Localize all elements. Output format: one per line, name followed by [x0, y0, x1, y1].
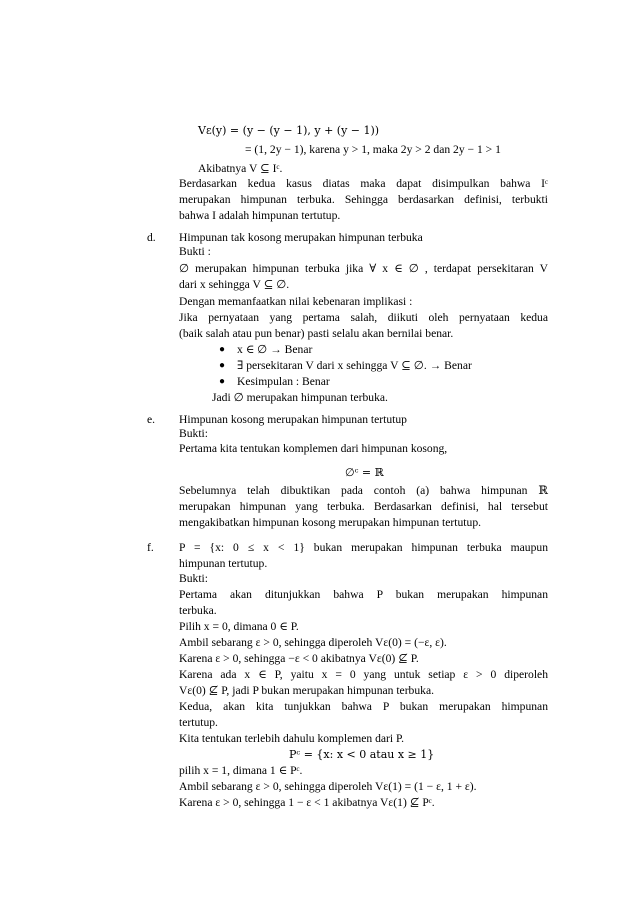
text-line: (baik salah atau pun benar) pasti selalu akan bernilai benar.	[179, 327, 454, 340]
text-line: dari x sehingga V ⊆ ∅.	[179, 278, 290, 291]
bullet-item: ∃ persekitaran V dari x sehingga V ⊆ ∅. → Benar	[237, 359, 472, 372]
text-line: mengakibatkan himpunan kosong merupakan himpunan tertutup.	[179, 516, 482, 529]
text-line: Jadi ∅ merupakan himpunan terbuka.	[212, 391, 388, 404]
math-line-complement-empty: ∅ᶜ = ℝ	[345, 466, 384, 479]
text-line: terbuka.	[179, 604, 217, 617]
bullet-icon: ●	[219, 360, 226, 371]
text-line: Karena ε > 0, sehingga −ε < 0 akibatnya Vε(0) ⊈ P.	[179, 652, 419, 665]
section-heading-f: P = {x: 0 ≤ x < 1} bukan merupakan himpunan terbuka maupun	[179, 541, 548, 554]
text-line: Vε(0) ⊈ P, jadi P bukan merupakan himpunan terbuka.	[179, 684, 434, 697]
text-line: Jika pernyataan yang pertama salah, diikuti oleh pernyataan kedua	[179, 311, 548, 324]
text-line: Karena ε > 0, sehingga 1 − ε < 1 akibatnya Vε(1) ⊈ Pᶜ.	[179, 796, 435, 809]
section-heading-e: Himpunan kosong merupakan himpunan tertutup	[179, 413, 407, 426]
text-line: Ambil sebarang ε > 0, sehingga diperoleh Vε(0) = (−ε, ε).	[179, 636, 447, 649]
text-line: Bukti:	[179, 572, 208, 585]
text-line: Karena ada x ∈ P, yaitu x = 0 yang untuk setiap ε > 0 diperoleh	[179, 668, 548, 681]
text-line: Kita tentukan terlebih dahulu komplemen dari P.	[179, 732, 405, 745]
bullet-item: Kesimpulan : Benar	[237, 375, 330, 388]
math-line-v-epsilon-y: Vε(y) = (y − (y − 1), y + (y − 1))	[198, 124, 380, 137]
text-line: Ambil sebarang ε > 0, sehingga diperoleh Vε(1) = (1 − ε, 1 + ε).	[179, 780, 477, 793]
text-line: Sebelumnya telah dibuktikan pada contoh (a) bahwa himpunan ℝ	[179, 484, 548, 497]
text-line: Akibatnya V ⊆ Iᶜ.	[198, 162, 283, 175]
section-marker-f: f.	[147, 541, 154, 554]
text-line: merupakan himpunan terbuka. Sehingga berdasarkan definisi, terbukti	[179, 193, 548, 206]
bullet-icon: ●	[219, 344, 226, 355]
text-line: Berdasarkan kedua kasus diatas maka dapat disimpulkan bahwa Iᶜ	[179, 177, 548, 190]
math-line-interval-result: = (1, 2y − 1), karena y > 1, maka 2y > 2 dan 2y − 1 > 1	[245, 143, 501, 156]
text-line: tertutup.	[179, 716, 218, 729]
text-line: bahwa I adalah himpunan tertutup.	[179, 209, 341, 222]
text-line: pilih x = 1, dimana 1 ∈ Pᶜ.	[179, 764, 303, 777]
text-line: Bukti :	[179, 245, 211, 258]
text-line: Pilih x = 0, dimana 0 ∈ P.	[179, 620, 299, 633]
bullet-icon: ●	[219, 376, 226, 387]
math-line-complement-p: Pᶜ = {x: x < 0 atau x ≥ 1}	[289, 748, 435, 761]
text-line: Pertama akan ditunjukkan bahwa P bukan merupakan himpunan	[179, 588, 548, 601]
text-line: Bukti:	[179, 427, 208, 440]
section-marker-e: e.	[147, 413, 156, 426]
text-line: merupakan himpunan yang terbuka. Berdasarkan definisi, hal tersebut	[179, 500, 548, 513]
text-line: himpunan tertutup.	[179, 557, 268, 570]
text-line: ∅ merupakan himpunan terbuka jika ∀ x ∈ ∅ , terdapat persekitaran V	[179, 262, 548, 275]
bullet-item: x ∈ ∅ → Benar	[237, 343, 313, 356]
text-line: Dengan memanfaatkan nilai kebenaran implikasi :	[179, 295, 413, 308]
section-heading-d: Himpunan tak kosong merupakan himpunan terbuka	[179, 231, 423, 244]
section-marker-d: d.	[147, 231, 156, 244]
text-line: Pertama kita tentukan komplemen dari himpunan kosong,	[179, 442, 448, 455]
text-line: Kedua, akan kita tunjukkan bahwa P bukan merupakan himpunan	[179, 700, 548, 713]
